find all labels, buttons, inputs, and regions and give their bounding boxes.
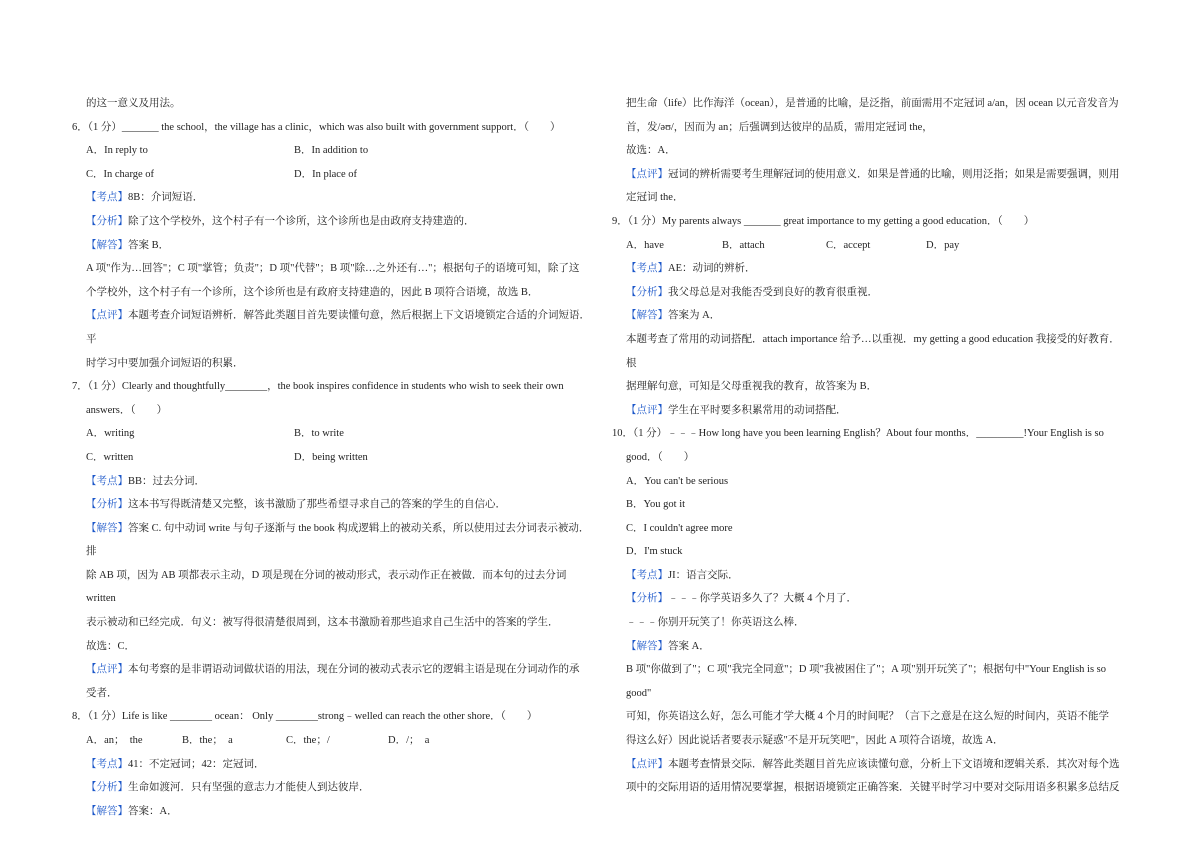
fenxi-text: 这本书写得既清楚又完整，该书激励了那些希望寻求自己的答案的学生的自信心． [128,499,506,511]
jieda-text: 答案：A． [128,805,178,817]
dianping-line [72,304,592,351]
option-c: C．I couldn't agree more [626,522,733,534]
dianping-tag: 【点评】 [626,758,668,770]
fenxi-tag: 【分析】 [86,215,128,227]
jieda-text: 答案 A． [668,640,710,652]
dianping-text: 本句考察的是非谓语动词做状语的用法，现在分词的被动式表示它的逻辑主语是现在分词动作的承 [128,664,580,676]
fenxi-text: ﹣﹣﹣你学英语多久了？大概 4 个月了． [668,593,857,605]
jieda-text: 答案 C. 句中动词 write 与句子逐渐与 the book 构成逻辑上的被动关系，所以使用过去分词表示被动．排 [86,522,590,558]
option-c: C．written [86,451,134,463]
fenxi-tag: 【分析】 [86,499,128,511]
question-8-options [72,729,592,753]
question-9-stem: 9．（1 分）My parents always _______ great importance to my getting a good education．（ ） [612,215,1035,227]
option-a: A．have [626,239,664,251]
explanation-line: B 项"你做到了"；C 项"我完全同意"；D 项"我被困住了"；A 项"别开玩笑了"；根据句中"Your English is so good" [626,664,1106,699]
jieda-tag: 【解答】 [86,522,128,534]
question-7-options-row1 [72,422,592,446]
kaodian-text: JI：语言交际． [668,569,739,581]
dianping-line [626,399,1130,423]
dianping-line-cont: 定冠词 the． [626,192,684,204]
option-b: B．attach [722,239,765,251]
text-line: 首，发/əʊ/，因而为 an；后强调到达彼岸的品质，需用定冠词 the， [626,121,933,133]
kaodian-line [626,257,1130,281]
dianping-tag: 【点评】 [626,168,668,180]
jieda-line [72,517,592,564]
question-7-options-row2 [72,446,592,470]
dianping-tag: 【点评】 [626,404,668,416]
question-6-options-row2 [72,163,592,187]
explanation-line: 个学校外，这个村子有一个诊所，这个诊所也是有政府支持建造的，因此 B 项符合语境，故选 B． [86,286,539,298]
question-6-stem: 6．（1 分）_______ the school，the village has a clinic，which was also built with government support．（ ） [72,121,561,133]
jieda-line [72,800,592,824]
option-b: B．In addition to [294,145,369,157]
dianping-line [626,753,1130,777]
fenxi-line [626,587,1130,611]
dianping-tag: 【点评】 [86,664,128,676]
fenxi-line [72,210,592,234]
jieda-tag: 【解答】 [626,640,668,652]
fenxi-line [72,776,592,800]
text-line: 的这一意义及用法。 [86,98,181,109]
jieda-line [626,635,1130,659]
dianping-line [626,163,1130,187]
dianping-text: 学生在平时要多积累常用的动词搭配． [668,404,847,416]
kaodian-text: AE：动词的辨析． [668,263,756,275]
jieda-text: 答案 B． [128,239,170,251]
dianping-tag: 【点评】 [86,310,128,322]
kaodian-tag: 【考点】 [86,192,128,204]
answer-line: 故选：C． [86,640,136,652]
dianping-text: 本题考查情景交际．解答此类题目首先应该读懂句意，分析上下文语境和逻辑关系．其次对每个选 [668,758,1120,770]
explanation-line: 得这么好）因此说话者要表示疑惑"不是开玩笑吧"，因此 A 项符合语境，故选 A． [626,735,1004,747]
fenxi-tag: 【分析】 [626,286,668,298]
option-a: A．writing [86,428,135,440]
fenxi-line-cont: ﹣﹣﹣你别开玩笑了！你英语这么棒． [626,617,805,629]
jieda-text: 答案为 A． [668,310,721,322]
option-c: C．the；/ [286,735,330,747]
question-6-options-row1 [72,139,592,163]
explanation-line: 本题考查了常用的动词搭配．attach importance 给予…以重视．my getting a good education 我接受的好教育．根 [626,333,1120,369]
right-column [612,92,1130,800]
kaodian-text: BB：过去分词． [128,475,206,487]
jieda-tag: 【解答】 [626,310,668,322]
kaodian-tag: 【考点】 [626,569,668,581]
left-column [72,92,592,823]
fenxi-text: 生命如渡河．只有坚强的意志力才能使人到达彼岸． [128,782,370,794]
kaodian-text: 41：不定冠词；42：定冠词． [128,758,265,770]
question-10-stem-cont: good．（ ） [626,451,695,463]
option-c: C．accept [826,239,871,251]
option-d: D．In place of [294,168,357,180]
jieda-tag: 【解答】 [86,805,128,817]
fenxi-line [626,281,1130,305]
fenxi-tag: 【分析】 [86,782,128,794]
jieda-line [626,304,1130,328]
question-9-options [626,234,1130,258]
explanation-line: 除 AB 项，因为 AB 项都表示主动，D 项是现在分词的被动形式，表示动作正在被做．而本句的过去分词 written [86,569,567,605]
option-d: D．pay [926,239,960,251]
fenxi-text: 我父母总是对我能否受到良好的教育很重视． [668,286,878,298]
kaodian-tag: 【考点】 [86,475,128,487]
option-b: B．to write [294,428,344,440]
fenxi-tag: 【分析】 [626,593,668,605]
text-line: 把生命（life）比作海洋（ocean），是普通的比喻，是泛指，前面需用不定冠词 a/an，因 ocean 以元音发音为 [626,98,1119,109]
option-d: D．/； a [388,735,430,747]
jieda-line [72,234,592,258]
option-a: A．In reply to [86,145,148,157]
kaodian-line [72,186,592,210]
option-a: A．an； the [86,735,143,747]
question-7-stem: 7．（1 分）Clearly and thoughtfully________，the book inspires confidence in students who wish to seek their own [72,381,564,393]
kaodian-line [72,470,592,494]
kaodian-text: 8B：介词短语． [128,192,204,204]
explanation-line: A 项"作为…回答"；C 项"掌管；负责"；D 项"代替"；B 项"除…之外还有…"；根据句子的语境可知，除了这 [86,263,580,275]
option-d: D．being written [294,451,368,463]
option-a: A．You can't be serious [626,475,729,487]
fenxi-line [72,493,592,517]
dianping-line-cont: 时学习中要加强介词短语的积累． [86,357,244,369]
explanation-line: 表示被动和已经完成．句义：被写得很清楚很周到，这本书激励着那些追求自己生活中的答案的学生． [86,617,559,629]
kaodian-line [626,564,1130,588]
option-b: B．the； a [182,735,233,747]
dianping-line-cont: 项中的交际用语的适用情况要掌握，根据语境锁定正确答案．关键平时学习中要对交际用语多积累多总结反 [626,782,1120,794]
dianping-text: 本题考查介词短语辨析．解答此类题目首先要读懂句意，然后根据上下文语境锁定合适的介词短语．平 [86,310,590,345]
answer-line: 故选：A． [626,145,676,157]
option-b: B．You got it [626,499,686,511]
option-c: C．In charge of [86,168,155,180]
dianping-line-cont: 受者． [86,687,118,699]
question-10-stem: 10．（1 分）﹣﹣﹣How long have you been learning English？About four months．_________!Your English is so [612,428,1104,440]
question-7-stem-cont: answers．（ ） [86,404,168,416]
dianping-text: 冠词的辨析需要考生理解冠词的使用意义．如果是普通的比喻，则用泛指；如果是需要强调，则用 [668,168,1120,180]
question-8-stem: 8．（1 分）Life is like ________ ocean： Only ________strong﹣welled can reach the other shore．（ ） [72,711,538,723]
explanation-line: 可知，你英语这么好，怎么可能才学大概 4 个月的时间呢？（言下之意是在这么短的时间内，英语不能学 [626,711,1109,723]
kaodian-tag: 【考点】 [86,758,128,770]
option-d: D．I'm stuck [626,546,683,558]
jieda-tag: 【解答】 [86,239,128,251]
kaodian-line [72,753,592,777]
explanation-line: 据理解句意，可知是父母重视我的教育，故答案为 B． [626,381,878,393]
fenxi-text: 除了这个学校外，这个村子有一个诊所，这个诊所也是由政府支持建造的． [128,215,475,227]
kaodian-tag: 【考点】 [626,263,668,275]
dianping-line [72,658,592,682]
